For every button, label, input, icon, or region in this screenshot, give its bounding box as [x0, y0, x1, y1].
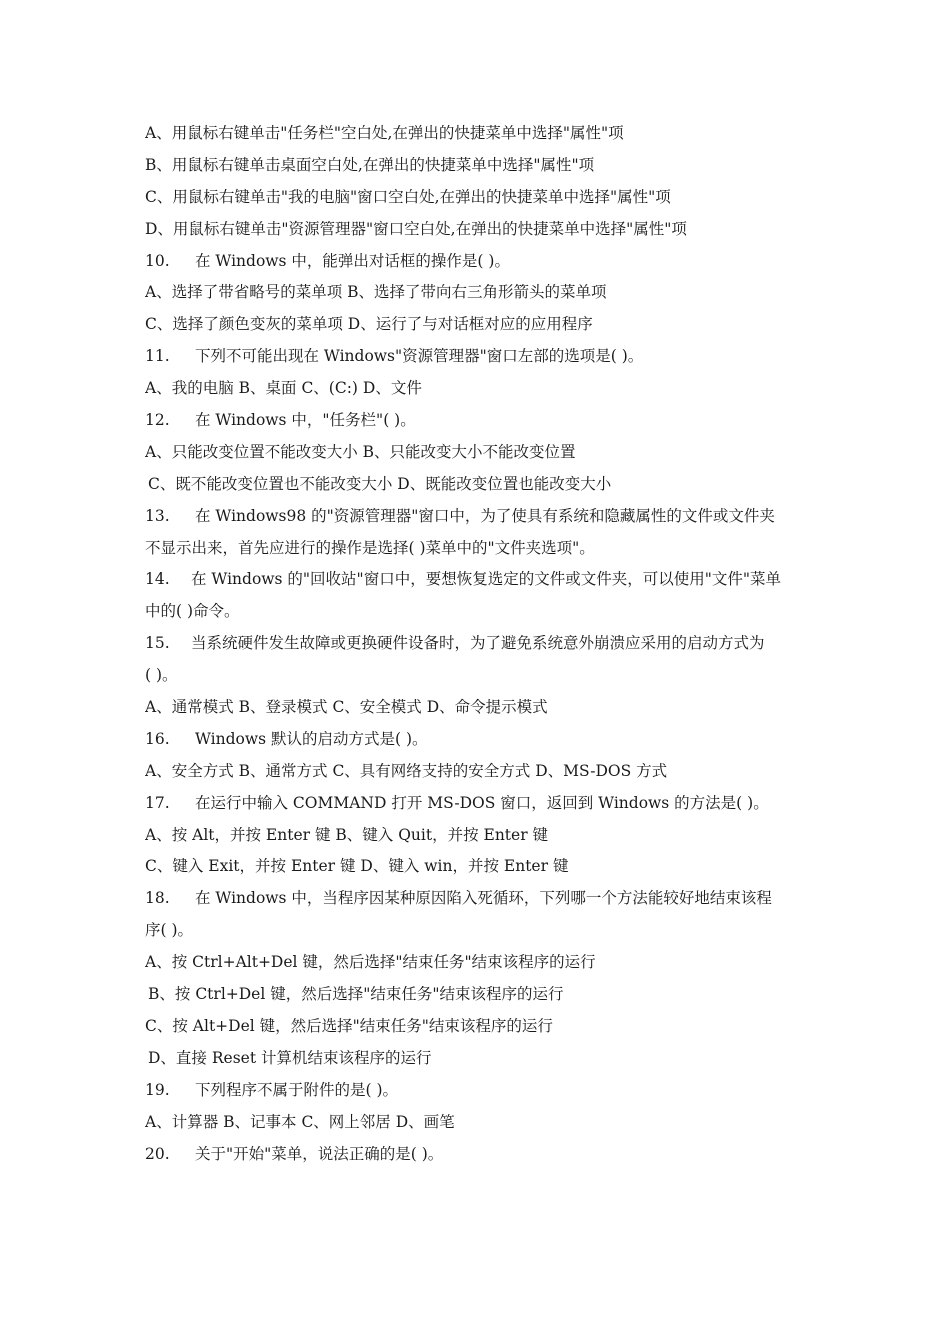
- line-text: 关于"开始"菜单，说法正确的是( )。: [195, 1144, 444, 1163]
- text-line: [145, 660, 815, 692]
- line-text: 下列不可能出现在 Windows"资源管理器"窗口左部的选项是( )。: [195, 347, 644, 366]
- question-number: 13.: [145, 506, 170, 525]
- text-line: [145, 692, 815, 724]
- text-line: [145, 309, 815, 341]
- text-line: [145, 214, 815, 246]
- line-text: 在 Windows98 的"资源管理器"窗口中，为了使具有系统和隐藏属性的文件或文件夹: [195, 506, 775, 525]
- line-text: B、按 Ctrl+Del 键，然后选择"结束任务"结束该程序的运行: [148, 985, 564, 1004]
- text-line: [145, 1043, 815, 1075]
- question-line: [145, 1075, 815, 1107]
- text-line: [145, 596, 815, 628]
- line-text: A、安全方式 B、通常方式 C、具有网络支持的安全方式 D、MS-DOS 方式: [145, 761, 668, 780]
- question-number: 17.: [145, 793, 170, 812]
- text-line: [145, 182, 815, 214]
- line-text: 当系统硬件发生故障或更换硬件设备时，为了避免系统意外崩溃应采用的启动方式为: [191, 634, 765, 653]
- question-number: 12.: [145, 411, 170, 430]
- question-line: [145, 724, 815, 756]
- line-text: C、按 Alt+Del 键，然后选择"结束任务"结束该程序的运行: [145, 1016, 553, 1035]
- text-line: [145, 373, 815, 405]
- question-line: [145, 1139, 815, 1171]
- line-text: D、直接 Reset 计算机结束该程序的运行: [148, 1048, 432, 1067]
- line-text: A、选择了带省略号的菜单项 B、选择了带向右三角形箭头的菜单项: [145, 283, 607, 302]
- question-number: 18.: [145, 889, 170, 908]
- line-text: A、按 Alt，并按 Enter 键 B、键入 Quit，并按 Enter 键: [145, 825, 549, 844]
- text-line: [145, 437, 815, 469]
- question-line: [145, 883, 815, 915]
- line-text: C、用鼠标右键单击"我的电脑"窗口空白处,在弹出的快捷菜单中选择"属性"项: [145, 187, 671, 206]
- line-text: A、用鼠标右键单击"任务栏"空白处,在弹出的快捷菜单中选择"属性"项: [145, 124, 624, 142]
- question-number: 11.: [145, 347, 170, 366]
- line-text: 序( )。: [145, 921, 194, 940]
- text-line: [145, 1107, 815, 1139]
- text-line: [145, 277, 815, 309]
- line-text: A、通常模式 B、登录模式 C、安全模式 D、命令提示模式: [145, 698, 548, 717]
- text-line: [145, 756, 815, 788]
- question-number: 19.: [145, 1080, 170, 1099]
- text-line: [145, 820, 815, 852]
- line-text: 中的( )命令。: [145, 602, 240, 621]
- line-text: C、选择了颜色变灰的菜单项 D、运行了与对话框对应的应用程序: [145, 315, 593, 334]
- line-text: 在 Windows 的"回收站"窗口中，要想恢复选定的文件或文件夹，可以使用"文件"菜单: [191, 570, 781, 589]
- line-text: D、用鼠标右键单击"资源管理器"窗口空白处,在弹出的快捷菜单中选择"属性"项: [145, 219, 687, 238]
- text-line: [145, 915, 815, 947]
- document-body: [145, 118, 815, 1170]
- text-line: [145, 947, 815, 979]
- question-number: 14.: [145, 570, 170, 589]
- line-text: 在 Windows 中，能弹出对话框的操作是( )。: [195, 251, 510, 270]
- question-number: 20.: [145, 1144, 170, 1163]
- text-line: [145, 851, 815, 883]
- question-line: [145, 405, 815, 437]
- text-line: [145, 469, 815, 501]
- line-text: A、只能改变位置不能改变大小 B、只能改变大小不能改变位置: [145, 442, 576, 461]
- line-text: 不显示出来，首先应进行的操作是选择( )菜单中的"文件夹选项"。: [145, 538, 595, 557]
- question-line: [145, 341, 815, 373]
- line-text: A、我的电脑 B、桌面 C、(C:) D、文件: [145, 379, 422, 398]
- question-line: [145, 628, 815, 660]
- line-text: C、键入 Exit，并按 Enter 键 D、键入 win，并按 Enter 键: [145, 857, 569, 876]
- line-text: A、计算器 B、记事本 C、网上邻居 D、画笔: [145, 1112, 455, 1131]
- text-line: [145, 150, 815, 182]
- question-line: [145, 501, 815, 533]
- question-number: 10.: [145, 251, 170, 270]
- line-text: C、既不能改变位置也不能改变大小 D、既能改变位置也能改变大小: [148, 474, 612, 493]
- text-line: [145, 1011, 815, 1043]
- line-text: 下列程序不属于附件的是( )。: [195, 1080, 399, 1099]
- line-text: ( )。: [145, 666, 178, 685]
- line-text: A、按 Ctrl+Alt+Del 键，然后选择"结束任务"结束该程序的运行: [145, 953, 596, 972]
- line-text: Windows 默认的启动方式是( )。: [195, 729, 428, 748]
- line-text: 在运行中输入 COMMAND 打开 MS-DOS 窗口，返回到 Windows 的方法是( )。: [195, 793, 769, 812]
- line-text: 在 Windows 中，当程序因某种原因陷入死循环，下列哪一个方法能较好地结束该程: [195, 889, 772, 908]
- question-number: 15.: [145, 634, 170, 653]
- question-line: [145, 564, 815, 596]
- text-line: [145, 979, 815, 1011]
- question-line: [145, 246, 815, 278]
- line-text: B、用鼠标右键单击桌面空白处,在弹出的快捷菜单中选择"属性"项: [145, 155, 595, 174]
- line-text: 在 Windows 中，"任务栏"( )。: [195, 411, 416, 430]
- question-number: 16.: [145, 729, 170, 748]
- question-line: [145, 788, 815, 820]
- text-line: [145, 118, 815, 150]
- text-line: [145, 533, 815, 565]
